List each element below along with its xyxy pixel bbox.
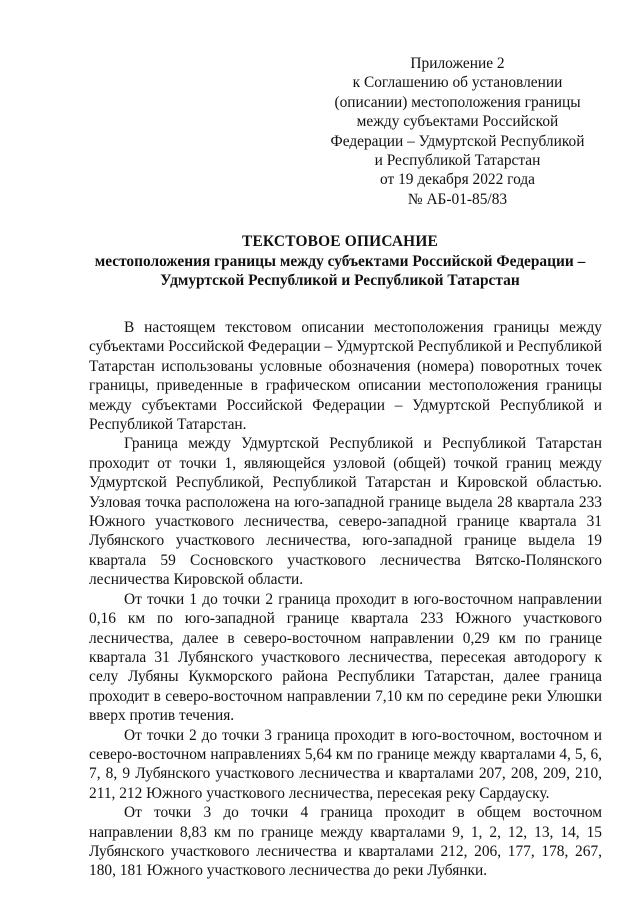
appendix-line: и Республикой Татарстан — [374, 152, 541, 170]
title-heading: ТЕКСТОВОЕ ОПИСАНИЕ — [242, 233, 438, 250]
body-paragraph: В настоящем текстовом описании местоположения границы между субъектами Российской Федерации – Удмуртской Республикой и Республикой Татарстан использованы условные обозначения (номера) поворотных точек границы, приведенные в графическом описании местоположения границы между субъектами Российской Федерации – Удмуртской Республикой и Республикой Татарстан. — [89, 319, 602, 434]
appendix-line: Федерации – Удмуртской Республикой — [330, 132, 585, 150]
title-subheading-line: местоположения границы между субъектами Российской Федерации – — [94, 252, 586, 270]
appendix-line: (описании) местоположения границы — [334, 93, 581, 111]
appendix-header — [330, 54, 585, 209]
body-paragraph: От точки 1 до точки 2 граница проходит в юго-восточном направлении 0,16 км по юго-западной границе квартала 233 Южного участкового лесничества, далее в северо-восточном направлении 0,29 км по границе квартала 31 Лубянского участкового лесничества, пересекая автодорогу к селу Лубяны Кукморского района Республики Татарстан, далее граница проходит в северо-восточном направлении 7,10 км по середине реки Улюшки вверх против течения. — [89, 590, 602, 725]
document-body — [89, 318, 602, 881]
appendix-date: от 19 декабря 2022 года — [380, 171, 535, 189]
title-subheading-line: Удмуртской Республикой и Республикой Татарстан — [160, 272, 520, 289]
appendix-line: к Соглашению об установлении — [352, 74, 563, 92]
body-paragraph: Граница между Удмуртской Республикой и Республикой Татарстан проходит от точки 1, являющейся узловой (общей) точкой границ между Удмуртской Республикой, Республикой Татарстан и Кировской областью. Узловая точка расположена на юго-западной границе выдела 28 квартала 233 Южного участкового лесничества, северо-западной границе квартала 31 Лубянского участкового лесничества, юго-западной границе выдела 19 квартала 59 Сосновского участкового лесничества Вятско-Полянского лесничества Кировской области. — [89, 435, 602, 589]
appendix-line: Приложение 2 — [410, 55, 505, 72]
body-paragraph: От точки 2 до точки 3 граница проходит в юго-восточном, восточном и северо-восточном направлениях 5,64 км по границе между кварталами 4, 5, 6, 7, 8, 9 Лубянского участкового лесничества и кварталами 207, 208, 209, 210, 211, 212 Южного участкового лесничества, пересекая реку Сардауску. — [89, 726, 602, 802]
document-title — [60, 232, 620, 291]
appendix-line: между субъектами Российской — [356, 113, 559, 131]
appendix-number: № АБ-01-85/83 — [407, 190, 508, 208]
body-paragraph: От точки 3 до точки 4 граница проходит в общем восточном направлении 8,83 км по границе между кварталами 9, 1, 2, 12, 13, 14, 15 Лубянского участкового лесничества и кварталами 212, 206, 177, 178, 267, 180, 181 Южного участкового лесничества до реки Лубянки. — [89, 804, 602, 880]
